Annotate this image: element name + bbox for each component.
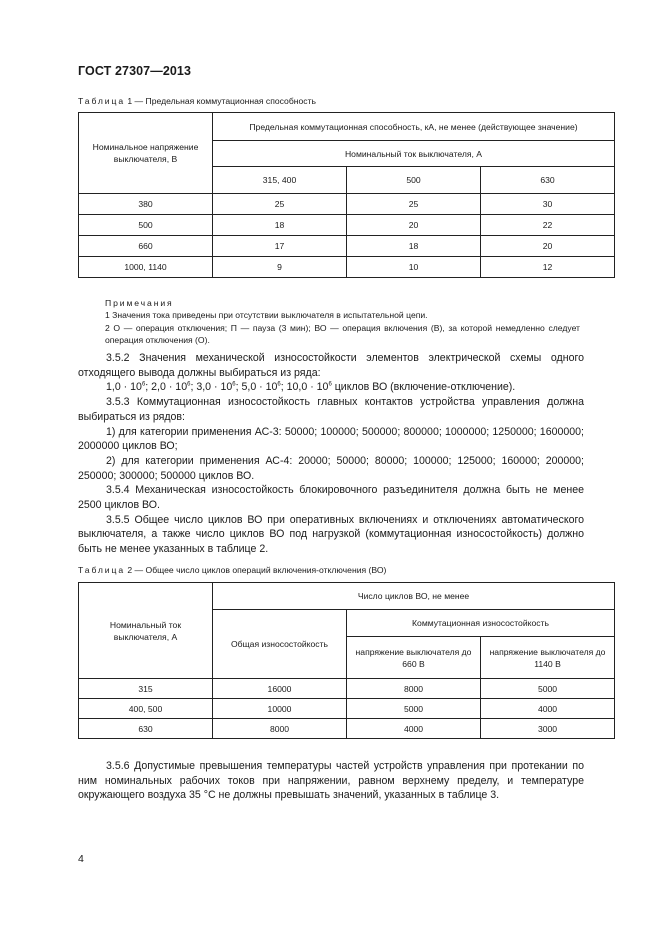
table-cell: 25	[213, 194, 347, 215]
table2-header-general: Общая износостойкость	[213, 610, 347, 679]
note-2: 2 О — операция отключения; П — пауза (3 мин); ВО — операция включения (В), за которой немедленно следует операция отключения (О).	[105, 322, 580, 346]
paragraph-series	[78, 380, 584, 395]
table-cell: 10	[347, 257, 481, 278]
table1-caption	[78, 96, 316, 106]
paragraph-3-5-2: 3.5.2 Значения механической износостойкости элементов электрической схемы одного отходящего вывода должны выбираться из ряда:	[78, 352, 584, 379]
table1-header-voltage: Номинальное напряжение выключателя, В	[79, 113, 213, 194]
series-part: циклов ВО (включение-отключение).	[331, 381, 516, 394]
series-part: ; 10,0 · 10	[280, 381, 329, 394]
table-cell: 1000, 1140	[79, 257, 213, 278]
table-row	[79, 194, 615, 215]
table2-header-660: напряжение выключателя до 660 В	[347, 637, 481, 679]
table1	[78, 112, 615, 278]
table-cell: 4000	[481, 699, 615, 719]
table1-header-current: Номинальный ток выключателя, А	[213, 141, 615, 167]
table-row	[79, 215, 615, 236]
table-cell: 5000	[347, 699, 481, 719]
table-row	[79, 699, 615, 719]
document-header: ГОСТ 27307—2013	[78, 64, 192, 78]
table2-header-switching: Коммутационная износостойкость	[347, 610, 615, 637]
exponent: 6	[232, 381, 236, 388]
table-cell: 8000	[347, 679, 481, 699]
page-number: 4	[78, 853, 84, 865]
table2-caption	[78, 565, 386, 575]
table-cell: 25	[347, 194, 481, 215]
exponent: 6	[328, 381, 332, 388]
table-cell: 16000	[213, 679, 347, 699]
paragraph-3-5-4: 3.5.4 Механическая износостойкость блокировочного разъединителя должна быть не менее 2500 циклов ВО.	[78, 484, 584, 512]
exponent: 6	[141, 381, 146, 388]
table-cell: 400, 500	[79, 699, 213, 719]
table-cell: 380	[79, 194, 213, 215]
table-cell: 660	[79, 236, 213, 257]
paragraph-3-5-3-1: 1) для категории применения АС-3: 50000; 100000; 500000; 800000; 1000000; 1250000; 1600000; 2000000 циклов ВО;	[78, 425, 584, 453]
table-row	[79, 257, 615, 278]
table2-header-current: Номинальный ток выключателя, А	[79, 583, 213, 679]
table1-header-capacity: Предельная коммутационная способность, кА, не менее (действующее значение)	[213, 113, 615, 141]
table-row	[79, 679, 615, 699]
series-part: 1,0 · 10	[106, 381, 142, 394]
table-cell: 3000	[481, 719, 615, 739]
table-row	[79, 719, 615, 739]
table1-caption-text: 1 — Предельная коммутационная способность	[127, 96, 316, 106]
series-part: ; 3,0 · 10	[190, 381, 233, 394]
table1-notes	[105, 297, 580, 347]
table1-header-current-1: 315, 400	[213, 167, 347, 194]
table-cell: 4000	[347, 719, 481, 739]
table-cell: 18	[213, 215, 347, 236]
table-cell: 18	[347, 236, 481, 257]
table-cell: 10000	[213, 699, 347, 719]
table1-header-current-2: 500	[347, 167, 481, 194]
paragraph-3-5-3: 3.5.3 Коммутационная износостойкость главных контактов устройства управления должна выбираться из рядов:	[78, 396, 584, 423]
exponent: 6	[187, 381, 191, 388]
table2-header-cycles: Число циклов ВО, не менее	[213, 583, 615, 610]
body-text	[78, 351, 584, 557]
table-cell: 630	[79, 719, 213, 739]
table2	[78, 582, 615, 739]
table-cell: 8000	[213, 719, 347, 739]
table2-caption-text: 2 — Общее число циклов операций включения-отключения (ВО)	[127, 565, 387, 575]
note-1: 1 Значения тока приведены при отсутствии выключателя в испытательной цепи.	[105, 310, 428, 321]
series-part: ; 5,0 · 10	[235, 381, 278, 394]
table2-caption-word: Таблица	[78, 565, 125, 575]
notes-title: Примечания	[105, 298, 174, 308]
table-cell: 315	[79, 679, 213, 699]
paragraph-3-5-5: 3.5.5 Общее число циклов ВО при оперативных включениях и отключениях автоматического выключателя, а также число циклов ВО под нагрузкой (коммутационная износостойкость) должно быть не менее указанных в таблице 2.	[78, 513, 584, 556]
body-text-2	[78, 759, 584, 803]
table-cell: 12	[481, 257, 615, 278]
table-cell: 9	[213, 257, 347, 278]
table-cell: 30	[481, 194, 615, 215]
table-cell: 22	[481, 215, 615, 236]
table2-header-1140: напряжение выключателя до 1140 В	[481, 637, 615, 679]
table-cell: 5000	[481, 679, 615, 699]
table1-header-current-3: 630	[481, 167, 615, 194]
paragraph-3-5-3-2: 2) для категории применения АС-4: 20000; 50000; 80000; 100000; 125000; 160000; 200000; 250000; 300000; 500000 циклов ВО.	[78, 454, 584, 482]
table-cell: 20	[481, 236, 615, 257]
series-part: ; 2,0 · 10	[145, 381, 188, 394]
table-cell: 20	[347, 215, 481, 236]
table-cell: 17	[213, 236, 347, 257]
table-row	[79, 236, 615, 257]
table-cell: 500	[79, 215, 213, 236]
table1-caption-word: Таблица	[78, 96, 125, 106]
paragraph-3-5-6: 3.5.6 Допустимые превышения температуры частей устройств управления при протекании по ним номинальных рабочих токов при напряжении, равном верхнему пределу, и температуре окружающего воздуха 35 °С не должны превышать значений, указанных в таблице 3.	[78, 760, 584, 802]
exponent: 6	[277, 381, 281, 388]
